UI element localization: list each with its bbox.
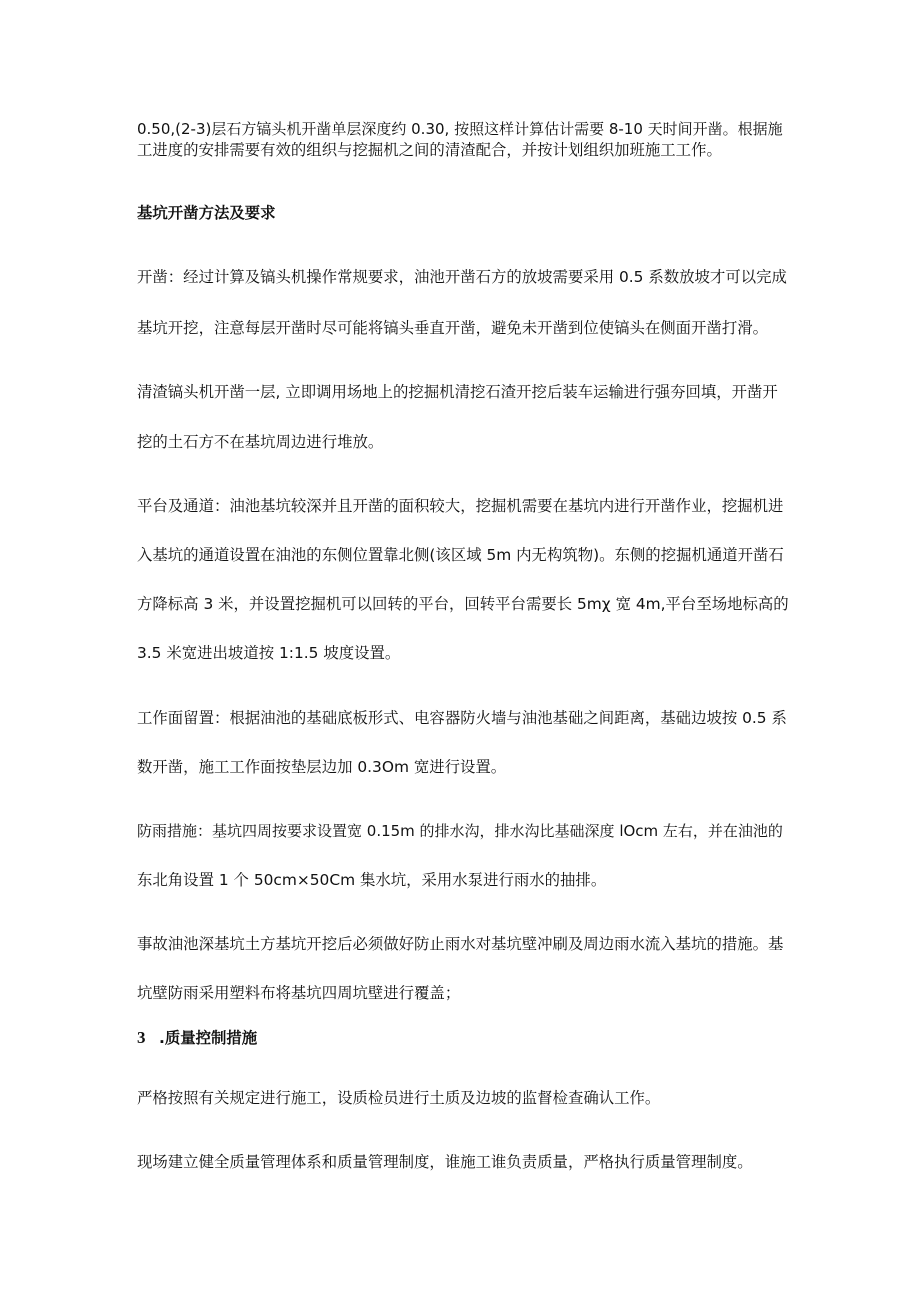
paragraph-shigu-line-2: 坑壁防雨采用塑料布将基坑四周坑壁进行覆盖； [137,984,461,1002]
paragraph-kaizao-line-1: 开凿：经过计算及镐头机操作常规要求，油池开凿石方的放坡需要采用 0.5 系数放坡才可以完成 [137,268,787,286]
section-title: .质量控制措施 [159,1029,258,1047]
paragraph-shigu-line-1: 事故油池深基坑土方基坑开挖后必须做好防止雨水对基坑壁冲刷及周边雨水流入基坑的措施。基 [137,935,784,953]
paragraph-gongzuomian-line-1: 工作面留置：根据油池的基础底板形式、电容器防火墙与油池基础之间距离，基础边坡按 0.5 系 [137,709,787,727]
section-number: 3 [137,1028,146,1047]
paragraph-gongzuomian-line-2: 数开凿，施工工作面按垫层边加 0.3Om 宽进行设置。 [137,758,507,776]
paragraph-yange: 严格按照有关规定进行施工，设质检员进行土质及边坡的监督检查确认工作。 [137,1089,661,1107]
paragraph-1-line-2: 工进度的安排需要有效的组织与挖掘机之间的清渣配合，并按计划组织加班施工工作。 [137,141,722,159]
paragraph-pingtai-line-1: 平台及通道：油池基坑较深并且开凿的面积较大，挖掘机需要在基坑内进行开凿作业，挖掘机进 [137,497,784,515]
paragraph-qingzha-line-1: 清渣镐头机开凿一层, 立即调用场地上的挖掘机清挖石渣开挖后装车运输进行强夯回填，开凿开 [137,383,778,401]
paragraph-pingtai-line-4: 3.5 米宽进出坡道按 1:1.5 坡度设置。 [137,644,401,662]
paragraph-pingtai-line-3: 方降标高 3 米，并设置挖掘机可以回转的平台，回转平台需要长 5mχ 宽 4m,平台至场地标高的 [137,595,789,613]
paragraph-fangyu-line-2: 东北角设置 1 个 50cm×50Cm 集水坑，采用水泵进行雨水的抽排。 [137,871,607,889]
paragraph-pingtai-line-2: 入基坑的通道设置在油池的东侧位置靠北侧(该区域 5m 内无构筑物)。东侧的挖掘机通道开凿石 [137,546,784,564]
paragraph-fangyu-line-1: 防雨措施：基坑四周按要求设置宽 0.15m 的排水沟，排水沟比基础深度 lOcm 左右，并在油池的 [137,822,783,840]
section-heading-method: 基坑开凿方法及要求 [137,204,276,222]
paragraph-qingzha-line-2: 挖的土石方不在基坑周边进行堆放。 [137,433,384,451]
paragraph-kaizao-line-2: 基坑开挖，注意每层开凿时尽可能将镐头垂直开凿，避免未开凿到位使镐头在侧面开凿打滑。 [137,319,769,337]
paragraph-xianchang: 现场建立健全质量管理体系和质量管理制度，谁施工谁负责质量，严格执行质量管理制度。 [137,1153,753,1171]
section-heading-quality [137,1028,257,1048]
paragraph-1-line-1: 0.50,(2-3)层石方镐头机开凿单层深度约 0.30, 按照这样计算估计需要 8-10 天时间开凿。根据施 [137,120,783,138]
